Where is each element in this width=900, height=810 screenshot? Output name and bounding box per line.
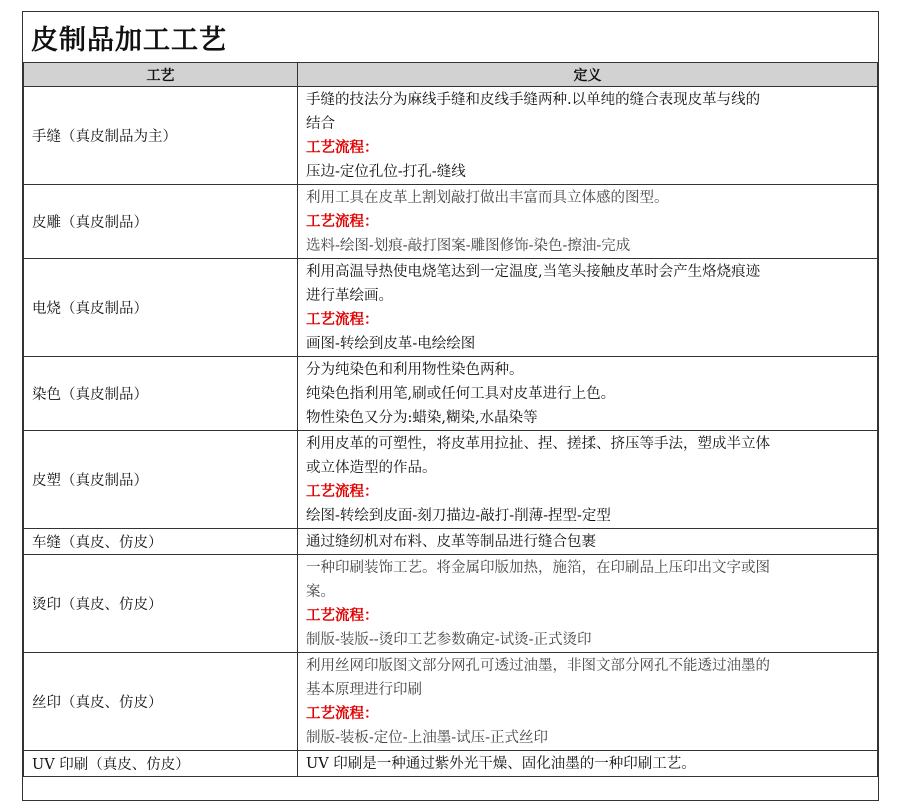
process-flow-label: 工艺流程： bbox=[306, 706, 379, 722]
process-flow-label: 工艺流程： bbox=[306, 312, 379, 328]
definition-cell bbox=[298, 653, 878, 751]
craft-name-cell: 皮雕（真皮制品） bbox=[24, 185, 298, 259]
craft-table bbox=[23, 63, 878, 777]
definition-text: 结合 bbox=[306, 116, 335, 132]
definition-text: 通过缝纫机对布料、皮革等制品进行缝合包裹 bbox=[306, 534, 596, 550]
craft-name-cell: 染色（真皮制品） bbox=[24, 357, 298, 431]
craft-name-cell: 手缝（真皮制品为主） bbox=[24, 87, 298, 185]
craft-name-cell: 车缝（真皮、仿皮） bbox=[24, 529, 298, 555]
definition-text: 利用高温导热使电烧笔达到一定温度,当笔头接触皮革时会产生烙烧痕迹 bbox=[306, 264, 761, 280]
craft-name-cell: 皮塑（真皮制品） bbox=[24, 431, 298, 529]
table-row bbox=[24, 87, 878, 185]
process-flow-steps: 制版-装版--烫印工艺参数确定-试烫-正式烫印 bbox=[306, 632, 592, 648]
definition-cell bbox=[298, 357, 878, 431]
definition-text: 利用皮革的可塑性，将皮革用拉扯、捏、搓揉、挤压等手法，塑成半立体 bbox=[306, 436, 770, 452]
table-row bbox=[24, 751, 878, 777]
definition-cell bbox=[298, 87, 878, 185]
table-row bbox=[24, 431, 878, 529]
process-flow-steps: 制版-装板-定位-上油墨-试压-正式丝印 bbox=[306, 730, 548, 746]
definition-cell bbox=[298, 751, 878, 777]
document bbox=[22, 11, 879, 801]
craft-name-cell: 烫印（真皮、仿皮） bbox=[24, 555, 298, 653]
table-body bbox=[24, 87, 878, 777]
process-flow-label: 工艺流程： bbox=[306, 608, 379, 624]
process-flow-steps: 选料-绘图-划痕-敲打图案-雕图修饰-染色-擦油-完成 bbox=[306, 238, 631, 254]
definition-cell bbox=[298, 259, 878, 357]
definition-text: UV 印刷是一种通过紫外光干燥、固化油墨的一种印刷工艺。 bbox=[306, 756, 696, 772]
definition-cell bbox=[298, 555, 878, 653]
process-flow-label: 工艺流程： bbox=[306, 484, 379, 500]
process-flow-label: 工艺流程： bbox=[306, 140, 379, 156]
document-title: 皮制品加工工艺 bbox=[23, 12, 878, 63]
craft-name-cell: 丝印（真皮、仿皮） bbox=[24, 653, 298, 751]
definition-text: 手缝的技法分为麻线手缝和皮线手缝两种.以单纯的缝合表现皮革与线的 bbox=[306, 92, 761, 108]
craft-name-cell: 电烧（真皮制品） bbox=[24, 259, 298, 357]
definition-text: 纯染色指利用笔,刷或任何工具对皮革进行上色。 bbox=[306, 386, 616, 402]
definition-cell bbox=[298, 529, 878, 555]
definition-text: 物性染色又分为:蜡染,糊染,水晶染等 bbox=[306, 410, 538, 426]
definition-cell bbox=[298, 185, 878, 259]
craft-name-cell: UV 印刷（真皮、仿皮） bbox=[24, 751, 298, 777]
definition-text: 分为纯染色和利用物性染色两种。 bbox=[306, 362, 524, 378]
definition-text: 案。 bbox=[306, 584, 335, 600]
table-row bbox=[24, 357, 878, 431]
table-header-row bbox=[24, 63, 878, 87]
process-flow-steps: 绘图-转绘到皮面-刻刀描边-敲打-削薄-捏型-定型 bbox=[306, 508, 611, 524]
table-row bbox=[24, 555, 878, 653]
process-flow-steps: 压边-定位孔位-打孔-缝线 bbox=[306, 164, 466, 180]
table-row bbox=[24, 259, 878, 357]
definition-text: 利用丝网印版图文部分网孔可透过油墨，非图文部分网孔不能透过油墨的 bbox=[306, 658, 770, 674]
header-definition: 定义 bbox=[298, 63, 878, 87]
definition-text: 一种印刷装饰工艺。将金属印版加热，施箔，在印刷品上压印出文字或图 bbox=[306, 560, 770, 576]
definition-text: 基本原理进行印刷 bbox=[306, 682, 422, 698]
table-row bbox=[24, 185, 878, 259]
table-row bbox=[24, 529, 878, 555]
table-row bbox=[24, 653, 878, 751]
process-flow-steps: 画图-转绘到皮革-电绘绘图 bbox=[306, 336, 476, 352]
definition-text: 或立体造型的作品。 bbox=[306, 460, 437, 476]
definition-text: 利用工具在皮革上割划敲打做出丰富而具立体感的图型。 bbox=[306, 190, 669, 206]
definition-cell bbox=[298, 431, 878, 529]
process-flow-label: 工艺流程： bbox=[306, 214, 379, 230]
definition-text: 进行革绘画。 bbox=[306, 288, 393, 304]
header-craft: 工艺 bbox=[24, 63, 298, 87]
